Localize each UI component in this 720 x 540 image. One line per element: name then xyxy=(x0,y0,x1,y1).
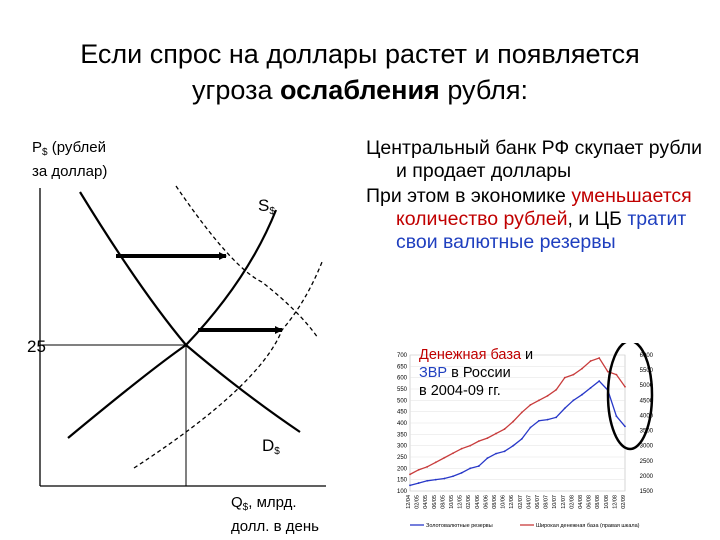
left-tick-label: 500 xyxy=(396,398,407,405)
y-axis-label xyxy=(32,138,107,181)
reserves-point xyxy=(564,407,566,409)
date-tick-label: 02/08 xyxy=(569,495,576,509)
money-base-point xyxy=(616,374,618,376)
left-tick-label: 300 xyxy=(396,443,407,450)
reserves-point xyxy=(452,475,454,477)
money-base-point xyxy=(512,421,514,423)
date-tick-label: 04/07 xyxy=(526,495,533,509)
left-tick-label: 350 xyxy=(396,432,407,439)
x-axis-label xyxy=(231,493,319,536)
date-tick-label: 02/05 xyxy=(414,495,421,509)
supply-curve xyxy=(68,210,276,438)
money-base-point xyxy=(581,368,583,370)
reserves-point xyxy=(512,445,514,447)
right-tick-label: 6000 xyxy=(639,353,653,359)
caption-and: и xyxy=(521,347,534,363)
legend-reserves-label: Золотовалютные резервы xyxy=(426,523,493,529)
supply-label xyxy=(258,196,275,217)
shifted-supply-curve xyxy=(134,262,322,468)
right-tick-label: 2000 xyxy=(639,473,653,480)
date-tick-label: 02/09 xyxy=(621,495,627,509)
date-tick-label: 10/08 xyxy=(603,495,610,509)
date-tick-label: 06/05 xyxy=(431,495,438,509)
reserves-point xyxy=(521,438,523,440)
title-text: угроза xyxy=(192,75,280,105)
supply-subscript: $ xyxy=(269,206,275,217)
x-axis-unit-line2: долл. в день xyxy=(231,518,319,535)
reserves-point xyxy=(418,482,420,484)
inset-caption xyxy=(419,346,579,400)
money-base-point xyxy=(607,371,609,373)
money-base-point xyxy=(521,412,523,414)
reserves-point xyxy=(581,394,583,396)
date-tick-label: 12/06 xyxy=(509,495,516,509)
money-base-point xyxy=(530,404,532,406)
money-base-point xyxy=(452,452,454,454)
right-tick-label: 3500 xyxy=(639,428,653,435)
reserves-point xyxy=(547,419,549,421)
right-tick-label: 5000 xyxy=(639,383,653,390)
date-tick-label: 12/04 xyxy=(406,495,412,509)
left-tick-label: 650 xyxy=(396,364,407,371)
right-tick-label: 4500 xyxy=(639,398,653,405)
reserves-point xyxy=(616,415,618,417)
reserves-point xyxy=(478,465,480,467)
x-axis-unit: , млрд. xyxy=(248,494,297,511)
reserves-point xyxy=(461,472,463,474)
date-tick-label: 02/06 xyxy=(466,495,473,509)
money-base-point xyxy=(590,360,592,362)
date-tick-label: 06/08 xyxy=(586,495,593,509)
y-axis-unit-line2: за доллар) xyxy=(32,163,108,180)
title-emphasis: ослабления xyxy=(280,75,440,105)
title-text-end: рубля: xyxy=(439,75,528,105)
left-tick-label: 600 xyxy=(396,375,407,382)
left-tick-label: 150 xyxy=(396,477,407,484)
reserves-point xyxy=(598,380,600,382)
date-tick-label: 10/05 xyxy=(449,495,455,509)
left-tick-label: 250 xyxy=(396,455,407,461)
demand-subscript: $ xyxy=(274,446,280,457)
supply-letter: S xyxy=(258,196,270,215)
reserves-point xyxy=(504,450,506,452)
demand-letter: D xyxy=(262,436,275,455)
money-base-point xyxy=(487,437,489,439)
shifted-demand-curve xyxy=(176,186,318,338)
reserves-point xyxy=(426,480,428,482)
date-tick-label: 10/06 xyxy=(500,495,507,509)
title-line-1: Если спрос на доллары растет и появляется xyxy=(80,39,640,69)
date-tick-label: 12/08 xyxy=(612,495,619,509)
caption-reserves: ЗВР xyxy=(419,365,448,381)
ruble-decrease-text: уменьшается количество рублей xyxy=(396,185,692,230)
money-base-point xyxy=(435,461,437,463)
consequence-connector: , и ЦБ xyxy=(567,208,628,230)
right-tick-label: 2500 xyxy=(639,458,653,465)
date-tick-label: 04/05 xyxy=(423,495,430,509)
reserves-point xyxy=(530,427,532,429)
right-tick-label: 3000 xyxy=(639,443,653,450)
legend-money-base-label: Широкая денежная база (правая шкала) xyxy=(536,523,640,529)
money-base-point xyxy=(426,466,428,468)
caption-period: в 2004-09 гг. xyxy=(419,383,501,399)
date-tick-label: 10/07 xyxy=(552,495,559,509)
left-tick-label: 400 xyxy=(396,421,407,427)
date-tick-label: 02/07 xyxy=(517,495,524,509)
money-base-point xyxy=(624,386,626,388)
caption-country: в России xyxy=(447,365,511,381)
date-tick-label: 06/07 xyxy=(535,495,541,509)
date-tick-label: 08/07 xyxy=(543,495,550,509)
paragraph-consequences xyxy=(366,185,711,254)
money-base-point xyxy=(444,457,446,459)
money-base-point xyxy=(461,448,463,450)
reserves-point xyxy=(624,426,626,428)
reserves-point xyxy=(538,420,540,422)
left-tick-label: 450 xyxy=(396,409,407,416)
date-tick-label: 12/07 xyxy=(560,495,567,509)
left-tick-label: 200 xyxy=(396,466,407,473)
money-base-point xyxy=(598,357,600,359)
date-tick-label: 12/05 xyxy=(457,495,464,509)
y-axis-symbol: P xyxy=(32,139,43,156)
caption-money-base: Денежная база xyxy=(419,347,522,363)
date-tick-label: 06/06 xyxy=(483,495,490,509)
y-axis-subscript: $ xyxy=(42,147,48,158)
explanation-text xyxy=(366,137,711,256)
reserves-point xyxy=(487,457,489,459)
reserves-spend-text: тратит свои валютные резервы xyxy=(396,208,687,253)
date-tick-label: 04/08 xyxy=(578,495,584,509)
reserves-point xyxy=(495,453,497,455)
price-value-label: 25 xyxy=(27,337,46,356)
left-tick-label: 550 xyxy=(396,387,407,393)
x-axis-subscript: $ xyxy=(242,502,249,513)
money-base-point xyxy=(478,440,480,442)
date-tick-label: 08/08 xyxy=(595,495,602,509)
x-axis-symbol: Q xyxy=(231,494,243,511)
money-base-point xyxy=(409,473,411,475)
reserves-point xyxy=(435,479,437,481)
reserves-point xyxy=(469,467,471,469)
reserves-point xyxy=(555,416,557,418)
reserves-point xyxy=(444,478,446,480)
date-tick-label: 08/05 xyxy=(440,495,447,509)
y-axis-unit: (рублей xyxy=(47,139,106,156)
money-base-point xyxy=(469,445,471,447)
demand-label xyxy=(262,436,280,457)
right-tick-label: 5500 xyxy=(639,368,653,375)
money-base-point xyxy=(495,433,497,435)
money-base-point xyxy=(418,469,420,471)
left-tick-label: 700 xyxy=(396,353,407,359)
right-tick-label: 1500 xyxy=(639,489,653,495)
money-base-point xyxy=(504,428,506,430)
paragraph-central-bank: Центральный банк РФ скупает рубли и продает доллары xyxy=(366,137,702,182)
right-tick-label: 4000 xyxy=(639,413,653,420)
date-tick-label: 04/06 xyxy=(474,495,481,509)
left-tick-label: 100 xyxy=(396,489,407,495)
consequence-intro: При этом в экономике xyxy=(366,185,572,207)
date-tick-label: 08/06 xyxy=(492,495,498,509)
reserves-point xyxy=(590,387,592,389)
reserves-point xyxy=(409,484,411,486)
